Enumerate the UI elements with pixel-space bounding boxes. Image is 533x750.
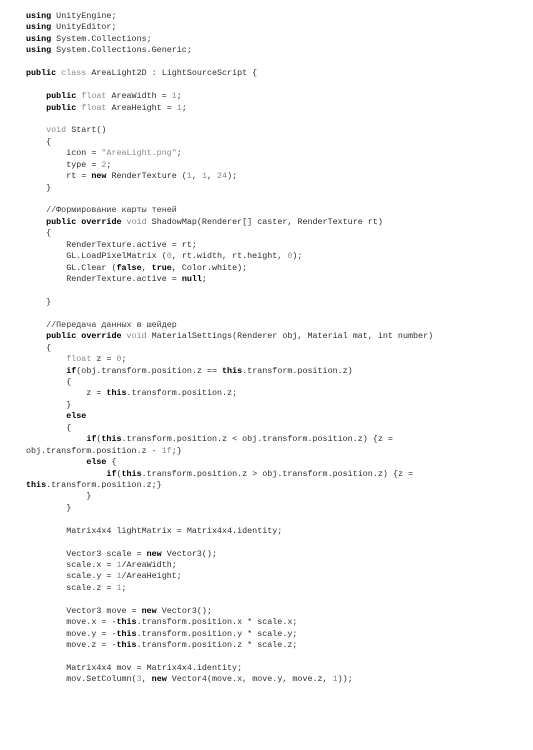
- code-token: ;: [176, 91, 182, 102]
- code-token: [26, 411, 66, 421]
- code-line: [26, 457, 526, 468]
- code-line: [26, 11, 526, 22]
- code-line: [26, 297, 526, 308]
- code-token: {: [26, 377, 72, 387]
- code-token: ShadowMap(Renderer[] caster, RenderTexture rt): [151, 216, 383, 227]
- code-token: ,: [141, 674, 152, 685]
- code-token: 3: [136, 674, 142, 685]
- code-token: ,: [191, 171, 202, 182]
- code-line: [26, 377, 526, 388]
- code-line: [26, 320, 526, 331]
- code-token: this: [26, 479, 47, 490]
- code-token: if: [66, 365, 77, 376]
- code-token: );: [292, 251, 303, 262]
- code-line: [26, 34, 526, 45]
- code-token: public: [46, 102, 77, 113]
- code-token: else: [66, 411, 87, 422]
- code-token: GL.LoadPixelMatrix (: [26, 251, 167, 262]
- code-token: .transform.position.y * scale.y;: [136, 628, 298, 639]
- code-token: (obj.transform.position.z ==: [76, 365, 223, 376]
- code-line: [26, 194, 526, 205]
- code-token: /AreaWidth;: [121, 560, 177, 570]
- code-line: [26, 469, 526, 480]
- code-token: this: [106, 388, 127, 399]
- code-token: ;: [106, 159, 112, 170]
- code-token: ;: [176, 148, 182, 159]
- code-line: [26, 366, 526, 377]
- code-token: Matrix4x4 lightMatrix = Matrix4x4.identity;: [26, 525, 283, 536]
- code-token: .transform.position.z * scale.z;: [136, 640, 298, 651]
- code-line: [26, 514, 526, 525]
- code-token: using: [26, 11, 52, 21]
- code-token: 0: [116, 354, 122, 365]
- code-token: public: [46, 331, 77, 342]
- code-line: [26, 503, 526, 514]
- code-token: ;}: [171, 445, 182, 456]
- code-token: 1: [116, 560, 122, 570]
- code-token: }: [26, 296, 52, 307]
- code-token: System.Collections;: [51, 33, 152, 44]
- code-token: .transform.position.z;}: [46, 479, 162, 490]
- code-token: public: [26, 68, 57, 79]
- code-line: [26, 491, 526, 502]
- code-token: [26, 331, 46, 341]
- code-token: {: [26, 228, 52, 239]
- code-token: null: [181, 274, 202, 285]
- code-token: [26, 434, 86, 444]
- code-token: UnityEngine;: [51, 11, 117, 21]
- code-token: ;: [121, 354, 127, 365]
- code-token: (: [116, 468, 122, 479]
- code-token: UnityEditor;: [51, 22, 117, 33]
- code-token: RenderTexture.active = rt;: [26, 239, 197, 250]
- code-token: ;: [121, 582, 127, 593]
- code-token: float: [76, 91, 112, 102]
- code-token: AreaWidth =: [111, 91, 172, 102]
- code-token: 1: [176, 102, 182, 113]
- code-line: [26, 91, 526, 102]
- code-token: using: [26, 45, 52, 56]
- code-token: 2: [101, 159, 107, 170]
- code-token: AreaLight2D : LightSourceScript {: [91, 68, 258, 79]
- code-token: 24: [217, 171, 228, 182]
- code-token: ;: [181, 102, 187, 113]
- code-token: class: [56, 68, 92, 79]
- code-line: [26, 400, 526, 411]
- code-token: [26, 457, 86, 467]
- code-token: move.x = -: [26, 617, 117, 628]
- code-line: [26, 617, 526, 628]
- code-token: z =: [26, 388, 107, 399]
- code-line: [26, 286, 526, 297]
- code-line: [26, 537, 526, 548]
- code-line: [26, 183, 526, 194]
- code-line: [26, 526, 526, 537]
- code-line: [26, 263, 526, 274]
- code-token: Matrix4x4 mov = Matrix4x4.identity;: [26, 662, 243, 673]
- code-token: public: [46, 91, 77, 102]
- code-token: 1: [116, 582, 122, 593]
- code-line: [26, 354, 526, 365]
- code-token: [26, 366, 66, 376]
- code-token: this: [116, 628, 137, 639]
- code-token: icon =: [26, 148, 102, 159]
- code-token: void: [121, 331, 152, 342]
- code-token: Vector4(move.x, move.y, move.z,: [166, 674, 333, 685]
- code-token: [26, 103, 46, 113]
- code-line: [26, 114, 526, 125]
- code-line: [26, 663, 526, 674]
- code-token: , rt.width, rt.height,: [171, 251, 288, 262]
- code-line: [26, 125, 526, 136]
- code-line: [26, 80, 526, 91]
- code-token: 1: [332, 674, 338, 685]
- code-line: [26, 148, 526, 159]
- code-token: 1: [171, 91, 177, 102]
- code-token: }: [26, 399, 72, 410]
- code-line: [26, 160, 526, 171]
- code-line: [26, 343, 526, 354]
- code-line: [26, 411, 526, 422]
- code-token: using: [26, 33, 52, 44]
- code-line: [26, 171, 526, 182]
- code-token: GL.Clear (: [26, 262, 117, 273]
- code-token: new: [91, 171, 107, 182]
- code-token: RenderTexture.active =: [26, 274, 182, 285]
- code-token: this: [222, 365, 243, 376]
- code-line: [26, 205, 526, 216]
- code-token: ;: [201, 274, 207, 285]
- code-token: Vector3();: [161, 548, 217, 559]
- code-token: scale.x =: [26, 560, 117, 570]
- code-line: [26, 434, 526, 445]
- code-token: [26, 91, 46, 101]
- code-token: new: [151, 674, 167, 685]
- code-token: move.z = -: [26, 640, 117, 651]
- code-line: [26, 674, 526, 685]
- code-line: [26, 629, 526, 640]
- code-token: type =: [26, 159, 102, 170]
- code-token: {: [26, 342, 52, 353]
- code-token: /AreaHeight;: [121, 571, 182, 582]
- code-line: [26, 640, 526, 651]
- code-token: float: [66, 354, 97, 365]
- code-token: .transform.position.z < obj.transform.position.z) {z =: [121, 434, 393, 445]
- code-line: [26, 137, 526, 148]
- code-token: .transform.position.z): [242, 365, 353, 376]
- code-token: else: [86, 457, 107, 468]
- code-token: 0: [287, 251, 293, 262]
- code-token: 1: [186, 171, 192, 182]
- code-listing: [26, 11, 526, 686]
- code-token: RenderTexture (: [106, 171, 187, 182]
- code-line: [26, 652, 526, 663]
- code-token: scale.z =: [26, 582, 117, 593]
- code-token: this: [121, 468, 142, 479]
- code-token: if: [86, 434, 97, 445]
- code-line: [26, 274, 526, 285]
- code-line: [26, 228, 526, 239]
- code-token: //Формирование карты теней: [26, 205, 177, 216]
- code-line: [26, 571, 526, 582]
- code-token: z =: [96, 354, 117, 365]
- code-line: [26, 240, 526, 251]
- code-line: [26, 388, 526, 399]
- code-token: 1: [201, 171, 207, 182]
- code-token: new: [141, 605, 157, 616]
- code-token: 1: [116, 571, 122, 582]
- code-token: "AreaLight.png": [101, 148, 177, 159]
- code-line: [26, 217, 526, 228]
- code-token: Vector3 move =: [26, 605, 142, 616]
- code-token: {: [26, 422, 72, 433]
- code-token: void: [46, 125, 72, 136]
- code-token: }: [26, 182, 52, 193]
- code-token: [26, 125, 46, 135]
- code-token: if: [106, 468, 117, 479]
- code-token: move.y = -: [26, 628, 117, 639]
- code-token: 1f: [161, 445, 172, 456]
- code-token: 0: [166, 251, 172, 262]
- code-token: [26, 217, 46, 227]
- code-token: AreaHeight =: [111, 102, 177, 113]
- code-token: //Передача данных в шейдер: [26, 319, 177, 330]
- code-token: }: [26, 502, 72, 513]
- code-token: false: [116, 262, 142, 273]
- code-token: );: [227, 171, 238, 182]
- code-line: [26, 560, 526, 571]
- code-token: this: [116, 640, 137, 651]
- code-line: [26, 103, 526, 114]
- code-token: }: [26, 491, 92, 502]
- code-line: [26, 549, 526, 560]
- code-token: Start(): [71, 125, 107, 136]
- code-token: obj.transform.position.z -: [26, 445, 162, 456]
- code-token: new: [146, 548, 162, 559]
- code-line: [26, 594, 526, 605]
- code-token: {: [26, 136, 52, 147]
- code-line: [26, 583, 526, 594]
- code-token: using: [26, 22, 52, 33]
- code-token: ,: [141, 262, 152, 273]
- code-token: float: [76, 102, 112, 113]
- code-token: Vector3();: [156, 605, 212, 616]
- code-token: rt =: [26, 171, 92, 182]
- code-token: MaterialSettings(Renderer obj, Material mat, int number): [151, 331, 434, 342]
- code-line: [26, 308, 526, 319]
- code-line: [26, 606, 526, 617]
- code-token: .transform.position.z > obj.transform.position.z) {z =: [141, 468, 414, 479]
- code-line: [26, 45, 526, 56]
- code-token: mov.SetColumn(: [26, 674, 137, 685]
- code-token: true: [151, 262, 172, 273]
- code-token: scale.y =: [26, 571, 117, 582]
- code-token: (: [96, 434, 102, 445]
- code-line: [26, 22, 526, 33]
- code-line: [26, 480, 526, 491]
- code-token: public: [46, 216, 77, 227]
- code-line: [26, 251, 526, 262]
- code-line: [26, 68, 526, 79]
- code-token: .transform.position.z;: [126, 388, 238, 399]
- code-token: override: [81, 216, 122, 227]
- code-token: this: [116, 617, 137, 628]
- code-token: , Color.white);: [171, 262, 248, 273]
- code-token: void: [121, 216, 152, 227]
- code-token: [26, 354, 66, 364]
- code-token: [26, 469, 106, 479]
- code-token: this: [101, 434, 122, 445]
- code-token: .transform.position.x * scale.x;: [136, 617, 298, 628]
- code-line: [26, 331, 526, 342]
- code-token: override: [81, 331, 122, 342]
- code-token: System.Collections.Generic;: [51, 45, 192, 56]
- code-token: Vector3 scale =: [26, 548, 147, 559]
- code-token: ,: [206, 171, 218, 182]
- code-token: {: [106, 457, 117, 468]
- code-line: [26, 446, 526, 457]
- code-line: [26, 423, 526, 434]
- code-line: [26, 57, 526, 68]
- code-token: ));: [337, 674, 353, 685]
